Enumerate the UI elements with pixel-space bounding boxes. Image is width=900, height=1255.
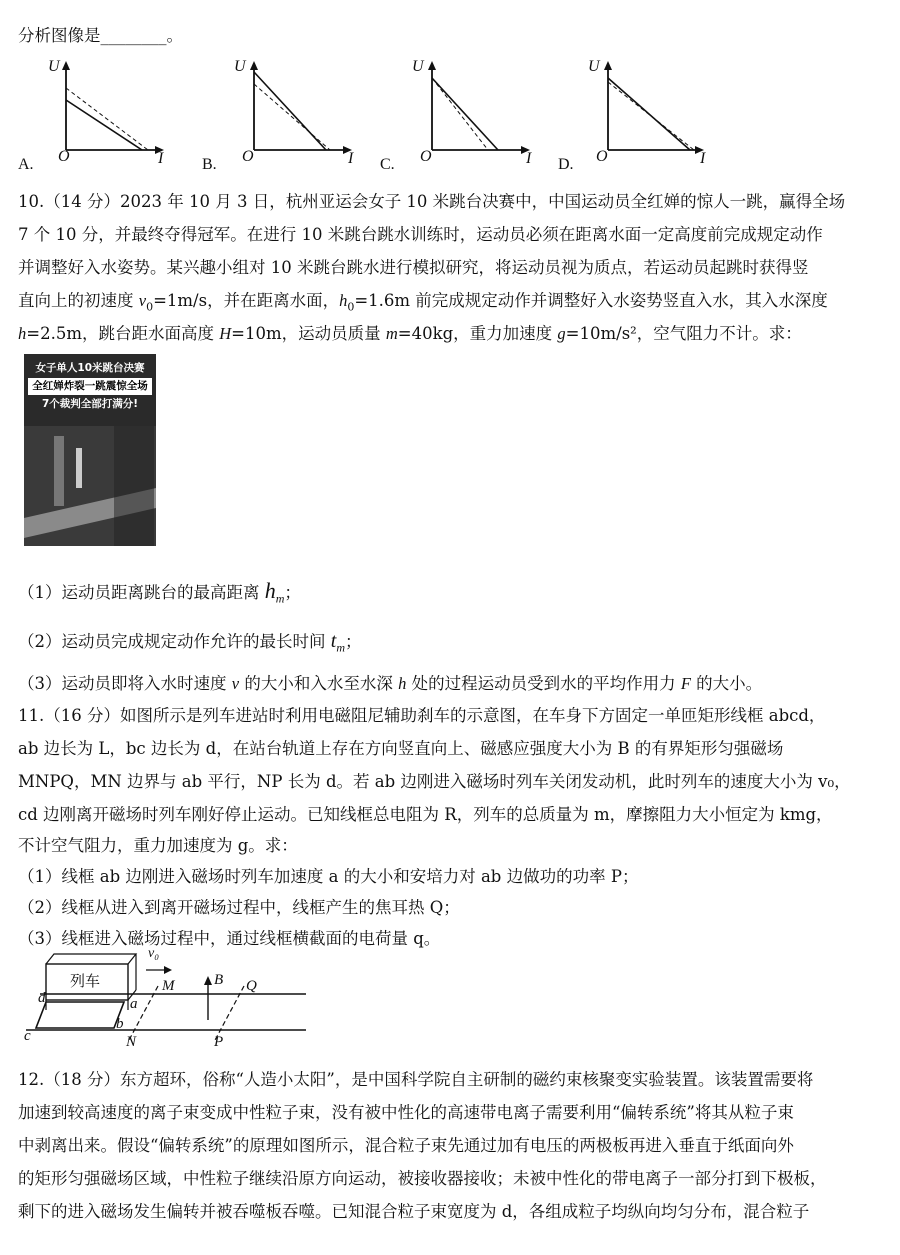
option-b-ui-plot xyxy=(202,58,392,180)
q10-line-4: 直向上的初速度 $v_0=1m/s$，并在距离水面，$h_0=1.6m$ 前完成规定动作并调整好入水姿势竖直入水，其入水深度 xyxy=(18,291,828,314)
q11-sub-1: （1）线框 ab 边刚进入磁场时列车加速度 a 的大小和安培力对 ab 边做功的功率 P； xyxy=(18,867,639,886)
q12-line-5: 剩下的进入磁场发生偏转并被吞噬板吞噬。已知混合粒子束宽度为 d，各组成粒子均纵向均匀分布，混合粒子 xyxy=(18,1202,810,1221)
q10-line-3: 并调整好入水姿势。某兴趣小组对 10 米跳台跳水进行模拟研究，将运动员视为质点，若运动员起跳时获得竖 xyxy=(18,258,809,277)
option-a-label: A. xyxy=(18,156,34,173)
diving-photo: 女子单人10米跳台决赛 全红婵炸裂一跳震惊全场 7个裁判全部打满分! xyxy=(24,354,156,546)
q11-line-5: 不计空气阻力，重力加速度为 g。求： xyxy=(18,836,298,855)
q12-line-2: 加速到较高速度的离子束变成中性粒子束，没有被中性化的高速带电离子需要利用“偏转系统”将其从粒子束 xyxy=(18,1103,794,1122)
q11-line-3: MNPQ，MN 边界与 ab 平行，NP 长为 d。若 ab 边刚进入磁场时列车关闭发动机，此时列车的速度大小为 v₀， xyxy=(18,772,851,791)
option-a-ui-plot xyxy=(18,58,208,180)
option-b-label: B. xyxy=(202,156,217,173)
q12-line-4: 的矩形匀强磁场区域，中性粒子继续沿原方向运动，被接收器接收；未被中性化的带电离子一部分打到下极板， xyxy=(18,1169,827,1188)
q9-answer-line: 分析图像是________。 xyxy=(18,26,183,45)
q10-line-2: 7 个 10 分，并最终夺得冠军。在进行 10 米跳台跳水训练时，运动员必须在距离水面一定高度前完成规定动作 xyxy=(18,225,823,244)
option-c-graph: C. U O I xyxy=(380,58,570,180)
q11-sub-2: （2）线框从进入到离开磁场过程中，线框产生的焦耳热 Q； xyxy=(18,898,460,917)
train-label: 列车 xyxy=(70,972,101,990)
train-magnetic-brake-diagram: 列车 v₀ M B Q N P a b c d xyxy=(24,946,257,1050)
option-b-graph: B. U O I xyxy=(202,58,392,180)
q12-line-3: 中剥离出来。假设“偏转系统”的原理如图所示，混合粒子束先通过加有电压的两极板再进入垂直于纸面向外 xyxy=(18,1136,794,1155)
q11-line-4: cd 边刚离开磁场时列车刚好停止运动。已知线框总电阻为 R，列车的总质量为 m，摩擦阻力大小恒定为 kmg， xyxy=(18,805,833,824)
option-c-label: C. xyxy=(380,156,395,173)
option-d-label: D. xyxy=(558,156,574,173)
q10-line-1: 10.（14 分）2023 年 10 月 3 日，杭州亚运会女子 10 米跳台决赛中，中国运动员全红婵的惊人一跳，赢得全场 xyxy=(18,192,846,211)
q12-line-1: 12.（18 分）东方超环，俗称“人造小太阳”，是中国科学院自主研制的磁约束核聚变实验装置。该装置需要将 xyxy=(18,1070,814,1089)
option-d-graph: D. U O I xyxy=(558,58,748,180)
q10-sub-2: （2）运动员完成规定动作允许的最长时间 $t_m$； xyxy=(18,630,362,655)
option-a-graph: A. U O I xyxy=(18,58,208,180)
q10-sub-1: （1）运动员距离跳台的最高距离 $h_m$； xyxy=(18,578,301,606)
q11-sub-3: （3）线框进入磁场过程中，通过线框横截面的电荷量 q。 xyxy=(18,929,441,948)
q10-line-5: h=2.5m，跳台距水面高度 H=10m，运动员质量 m=40kg，重力加速度 g=10m/s²，空气阻力不计。求： xyxy=(18,324,802,343)
option-c-ui-plot xyxy=(380,58,570,180)
q11-line-2: ab 边长为 L，bc 边长为 d，在站台轨道上存在方向竖直向上、磁感应强度大小为 B 的有界矩形匀强磁场 xyxy=(18,739,784,758)
diving-platform-image xyxy=(24,426,156,546)
option-d-ui-plot xyxy=(558,58,748,180)
q10-sub-3: （3）运动员即将入水时速度 v 的大小和入水至水深 h 处的过程运动员受到水的平均作用力 F 的大小。 xyxy=(18,674,763,693)
q11-line-1: 11.（16 分）如图所示是列车进站时利用电磁阻尼辅助刹车的示意图，在车身下方固定一单匝矩形线框 abcd， xyxy=(18,706,826,725)
